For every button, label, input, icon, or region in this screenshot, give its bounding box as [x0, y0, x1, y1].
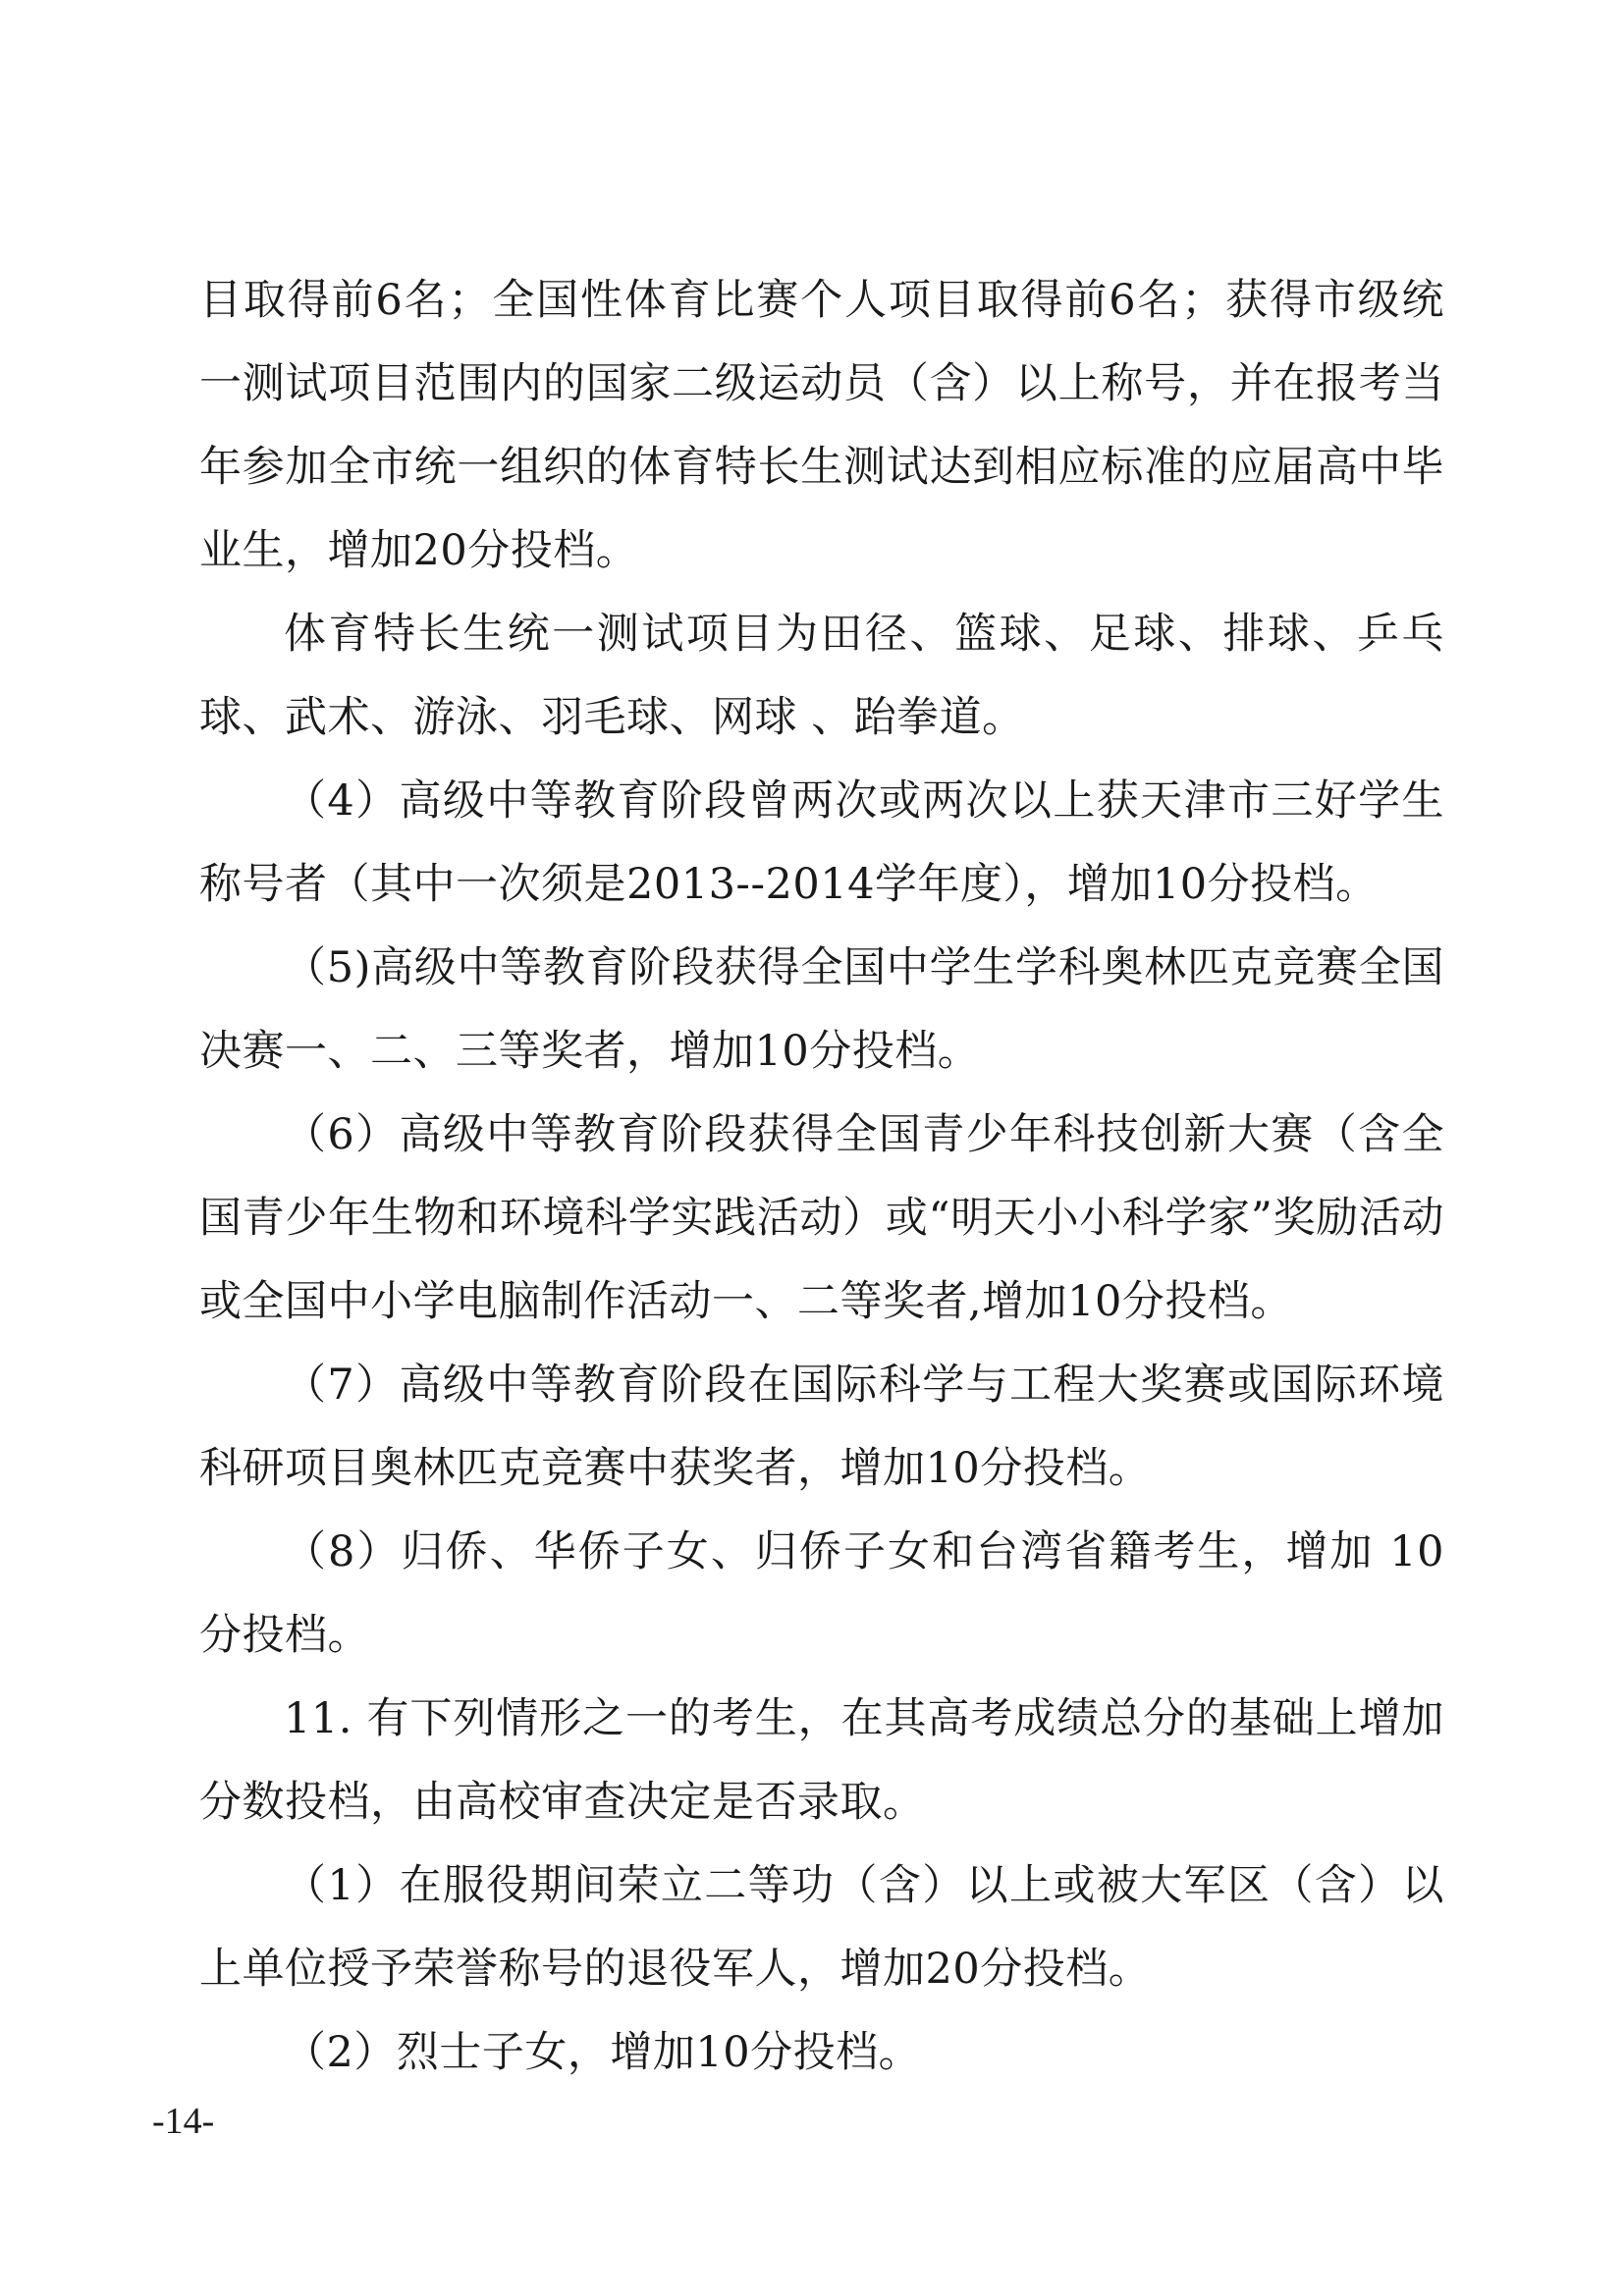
paragraph-item-4: （4）高级中等教育阶段曾两次或两次以上获天津市三好学生称号者（其中一次须是2013--2014学年度），增加10分投档。	[199, 776, 1444, 909]
paragraph-section-11-item-2: （2）烈士子女，增加10分投档。	[284, 2028, 922, 2077]
paragraph-item-7: （7）高级中等教育阶段在国际科学与工程大奖赛或国际环境科研项目奥林匹克竞赛中获奖者，增加10分投档。	[199, 1361, 1444, 1493]
paragraph-item-6: （6）高级中等教育阶段获得全国青少年科技创新大赛（含全国青少年生物和环境科学实践活动）或“明天小小科学家”奖励活动或全国中小学电脑制作活动一、二等奖者,增加10分投档。	[199, 1110, 1444, 1326]
page-number: -14-	[152, 2101, 215, 2142]
paragraph-sports-items: 体育特长生统一测试项目为田径、篮球、足球、排球、乒乓球、武术、游泳、羽毛球、网球 、跆拳道。	[199, 610, 1444, 742]
paragraph-item-5: （5)高级中等教育阶段获得全国中学生学科奥林匹克竞赛全国决赛一、二、三等奖者，增加10分投档。	[199, 943, 1444, 1076]
paragraph-section-11-item-1: （1）在服役期间荣立二等功（含）以上或被大军区（含）以上单位授予荣誉称号的退役军人，增加20分投档。	[199, 1861, 1444, 1994]
paragraph-item-8: （8）归侨、华侨子女、归侨子女和台湾省籍考生，增加 10分投档。	[199, 1527, 1444, 1660]
paragraph-section-11: 11. 有下列情形之一的考生，在其高考成绩总分的基础上增加分数投档，由高校审查决定是否录取。	[199, 1694, 1444, 1827]
body-text	[199, 259, 1444, 2095]
paragraph-continued: 目取得前6名；全国性体育比赛个人项目取得前6名；获得市级统一测试项目范围内的国家二级运动员（含）以上称号，并在报考当年参加全市统一组织的体育特长生测试达到相应标准的应届高中毕业生，增加20分投档。	[199, 276, 1444, 575]
